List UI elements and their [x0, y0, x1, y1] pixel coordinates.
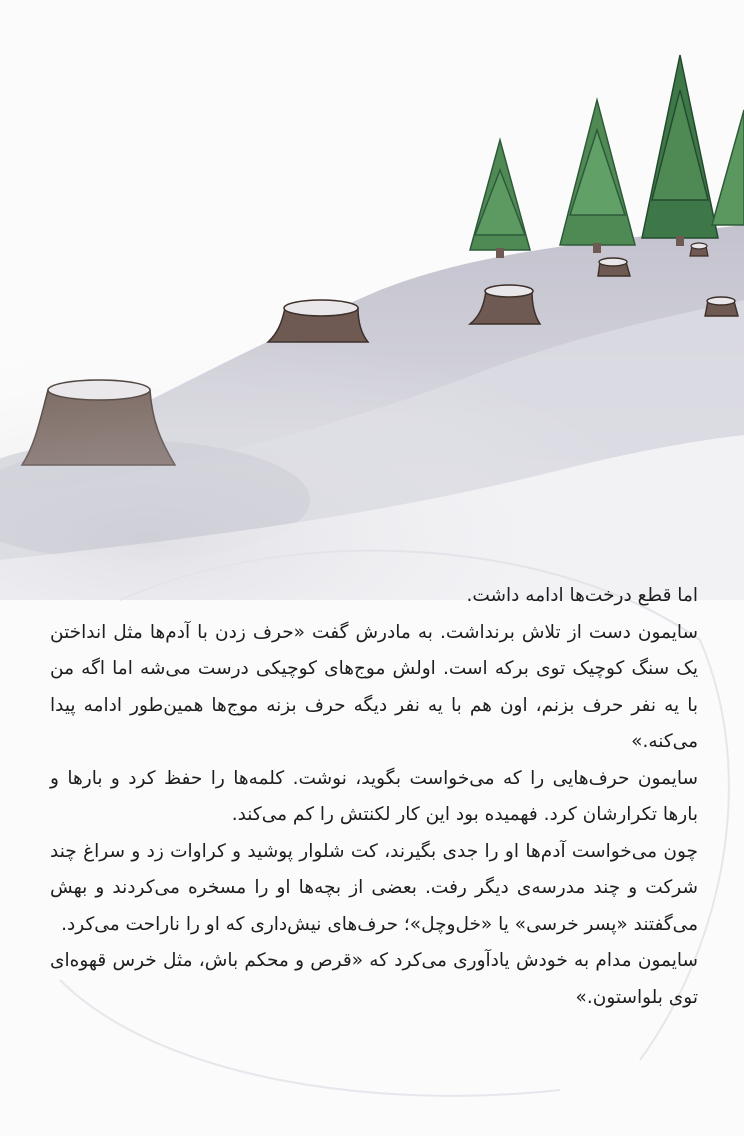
- paragraph: اما قطع درخت‌ها ادامه داشت.: [466, 585, 698, 606]
- paragraph: سایمون دست از تلاش برنداشت. به مادرش گفت «حرف زدن با آدم‌ها مثل انداختن یک سنگ کوچیک توی برکه است. اولش موج‌های کوچیکی درست می‌شه اما اگه من با یه نفر حرف بزنم، اون هم با یه نفر دیگه حرف بزنه موج‌ها همین‌طور ادامه پیدا می‌کنه.»: [50, 621, 698, 752]
- pine-tree: [470, 140, 530, 250]
- tree-stump: [598, 258, 630, 276]
- paragraph: چون می‌خواست آدم‌ها او را جدی بگیرند، کت شلوار پوشید و کراوات زد و سراغ چند شرکت و چند مدرسه‌ی دیگر رفت. بعضی از بچه‌ها او را مسخره می‌کردند و بهش می‌گفتند «پسر خرسی» یا «خل‌وچل»؛ حرف‌های نیش‌داری که او را ناراحت می‌کرد.: [50, 840, 698, 935]
- paragraph: سایمون مدام به خودش یادآوری می‌کرد که «قرص و محکم باش، مثل خرس قهوه‌ای توی بلواستون.»: [50, 950, 698, 1008]
- pine-tree: [642, 55, 718, 238]
- pine-tree: [560, 100, 635, 245]
- story-text: [50, 578, 698, 1016]
- paragraph: سایمون حرف‌هایی را که می‌خواست بگوید، نوشت. کلمه‌ها را حفظ کرد و بارها و بارها تکرارشان کرد. فهمیده بود این کار لکنتش را کم می‌کند.: [50, 767, 698, 825]
- pine-tree: [712, 110, 744, 225]
- tree-stump: [690, 243, 708, 256]
